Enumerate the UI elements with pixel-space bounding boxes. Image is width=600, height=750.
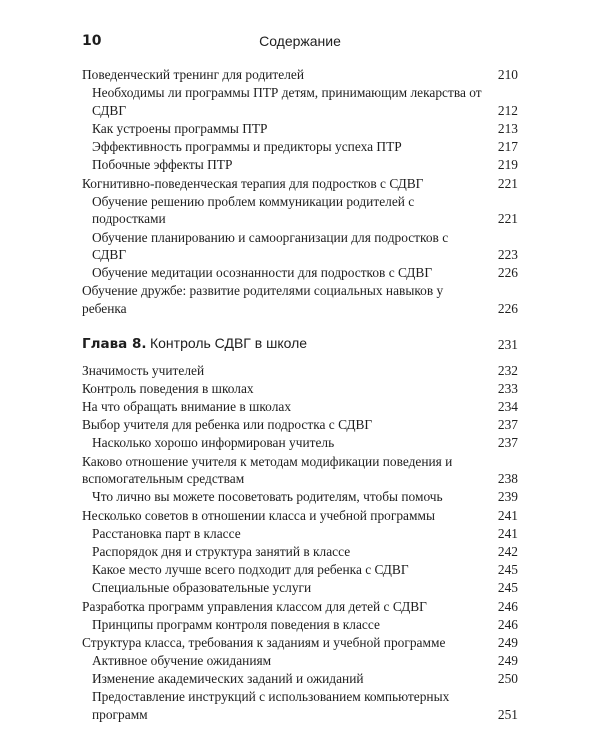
page-number: 10	[82, 33, 102, 49]
toc-entry-title: Эффективность программы и предикторы успеха ПТР	[92, 139, 402, 155]
toc-entry	[82, 543, 518, 561]
toc-entry-page: 233	[497, 380, 518, 396]
toc-entry-title: Обучение решению проблем коммуникации родителей с подростками	[92, 193, 415, 227]
toc-entry-title: Обучение планированию и самоорганизации для подростков с СДВГ	[92, 229, 449, 263]
toc-entry-title: Значимость учителей	[82, 362, 205, 378]
page-header	[82, 33, 518, 53]
toc-entry-title: Контроль поведения в школах	[82, 380, 254, 396]
toc-entry-page: 242	[497, 543, 518, 559]
toc-entry	[82, 156, 518, 174]
toc-entry-title: Расстановка парт в классе	[92, 525, 241, 541]
toc-entry	[82, 634, 518, 652]
toc-entry-title: Разработка программ управления классом для детей с СДВГ	[82, 598, 427, 614]
toc-entry-page: 246	[497, 616, 518, 632]
toc-entry-title: Предоставление инструкций с использованием компьютерных программ	[92, 689, 450, 723]
toc-entry-title: Какое место лучше всего подходит для ребенка с СДВГ	[92, 562, 409, 578]
toc-entry-page: 237	[497, 435, 518, 451]
toc-entry	[82, 598, 518, 616]
toc-entry	[82, 416, 518, 434]
toc-entry-page: 249	[497, 653, 518, 669]
toc-entry	[82, 398, 518, 416]
toc-entry	[82, 453, 518, 488]
toc-entry-page: 223	[497, 247, 518, 263]
toc-entry	[82, 138, 518, 156]
toc-entry	[82, 175, 518, 193]
toc-entry-title: Активное обучение ожиданиям	[92, 653, 272, 669]
toc-entry-page: 249	[497, 634, 518, 650]
toc-entry-page: 226	[497, 301, 518, 317]
toc-entry-title: На что обращать внимание в школах	[82, 399, 292, 415]
toc-entry-page: 239	[497, 489, 518, 505]
toc-entry-page: 241	[497, 525, 518, 541]
toc-entry-title: Когнитивно-поведенческая терапия для подростков с СДВГ	[82, 175, 424, 191]
toc-entry	[82, 84, 518, 119]
toc-entry-title: Изменение академических заданий и ожиданий	[92, 671, 364, 687]
toc-entry-page: 251	[497, 707, 518, 723]
toc-entry-page: 219	[497, 157, 518, 173]
toc-entry-title: Что лично вы можете посоветовать родителям, чтобы помочь	[92, 489, 443, 505]
toc-entry	[82, 579, 518, 597]
toc-entry-title: Насколько хорошо информирован учитель	[92, 435, 335, 451]
toc-entry	[82, 507, 518, 525]
toc-entry-title: Каково отношение учителя к методам модификации поведения и вспомогательным средствам	[82, 453, 453, 487]
toc-entry-page: 237	[497, 417, 518, 433]
toc-entry-title: Несколько советов в отношении класса и учебной программы	[82, 507, 435, 523]
toc-entry-title: Структура класса, требования к заданиям и учебной программе	[82, 634, 446, 650]
chapter-title: Контроль СДВГ в школе	[149, 334, 308, 351]
toc-entry-page: 232	[497, 362, 518, 378]
chapter-heading	[82, 333, 518, 355]
toc-entry	[82, 488, 518, 506]
toc-entry	[82, 380, 518, 398]
toc-section-bottom	[82, 362, 518, 724]
toc-entry	[82, 229, 518, 264]
toc-entry-title: Побочные эффекты ПТР	[92, 157, 233, 173]
toc-entry	[82, 616, 518, 634]
toc-entry-page: 210	[497, 67, 518, 82]
toc-entry-page: 221	[497, 211, 518, 227]
toc-entry-title: Обучение медитации осознанности для подростков с СДВГ	[92, 265, 433, 281]
toc-entry-page: 221	[497, 175, 518, 191]
toc-entry	[82, 362, 518, 380]
toc-entry	[82, 264, 518, 282]
toc-entry	[82, 434, 518, 452]
toc-entry-page: 241	[497, 507, 518, 523]
toc-entry	[82, 561, 518, 579]
toc-entry-title: Распорядок дня и структура занятий в классе	[92, 543, 351, 559]
toc-entry	[82, 66, 518, 84]
toc-entry-title: Обучение дружбе: развитие родителями социальных навыков у ребенка	[82, 283, 444, 317]
toc-entry	[82, 193, 518, 228]
toc-entry-title: Поведенческий тренинг для родителей	[82, 67, 305, 82]
toc-entry	[82, 670, 518, 688]
toc-entry-title: Как устроены программы ПТР	[92, 120, 268, 136]
toc-entry	[82, 525, 518, 543]
chapter-label: Глава 8.	[82, 335, 147, 352]
toc-entry-page: 245	[497, 562, 518, 578]
toc-entry-page: 245	[497, 580, 518, 596]
toc-entry-page: 213	[497, 120, 518, 136]
toc-entry-page: 234	[497, 399, 518, 415]
toc-entry-page: 217	[497, 139, 518, 155]
toc-section-top	[82, 66, 518, 318]
toc-entry-title: Выбор учителя для ребенка или подростка с СДВГ	[82, 417, 373, 433]
toc-entry-title: Необходимы ли программы ПТР детям, принимающим лекарства от СДВГ	[92, 85, 482, 118]
toc-entry-title: Специальные образовательные услуги	[92, 580, 312, 596]
toc-entry	[82, 120, 518, 138]
table-of-contents	[82, 66, 518, 724]
toc-entry-page: 226	[497, 265, 518, 281]
toc-entry-title: Принципы программ контроля поведения в классе	[92, 616, 380, 632]
toc-entry-page: 238	[497, 471, 518, 487]
toc-entry	[82, 282, 518, 317]
toc-entry-page: 246	[497, 598, 518, 614]
chapter-page-number: 231	[497, 336, 518, 352]
running-title: Содержание	[259, 33, 341, 49]
toc-entry-page: 250	[497, 671, 518, 687]
toc-entry-page: 212	[497, 102, 518, 118]
toc-entry	[82, 688, 518, 723]
toc-entry	[82, 652, 518, 670]
